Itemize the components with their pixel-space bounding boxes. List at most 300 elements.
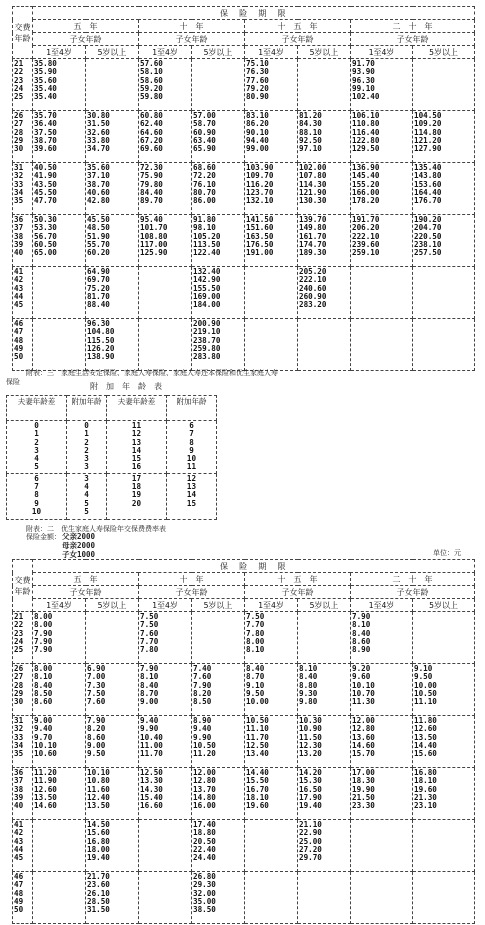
rate-value: 86.20 — [246, 119, 269, 129]
rate-value: 7.90 — [193, 680, 212, 690]
term-header: 五 年 — [33, 20, 139, 33]
sub-header: 5岁以上 — [413, 46, 475, 59]
term-header: 五 年 — [33, 573, 139, 586]
rate-value: 10.10 — [87, 768, 110, 777]
rate-value: 15.30 — [299, 776, 322, 786]
rate-cell — [86, 111, 139, 163]
rate-value: 10.90 — [299, 724, 322, 734]
rate-value: 15.60 — [87, 828, 110, 838]
rate-value: 11.70 — [140, 749, 163, 759]
age-value: 24 — [14, 83, 24, 93]
period-header: 保 险 期 限 — [33, 7, 475, 20]
rate-value: 11.70 — [246, 732, 269, 742]
rate-cell — [245, 163, 298, 215]
age-cell — [13, 319, 33, 371]
rate-cell — [33, 820, 86, 872]
age-value: 38 — [14, 784, 24, 794]
rate-cell — [245, 59, 298, 111]
rate-cell — [298, 716, 351, 768]
rate-value: 13.30 — [140, 776, 163, 786]
rate-cell — [298, 59, 351, 111]
rate-value: 8.60 — [87, 732, 106, 742]
rate-value: 11.30 — [352, 697, 375, 707]
age-value: 21 — [14, 612, 24, 621]
rate-cell — [351, 111, 413, 163]
rate-value: 57.00 — [193, 111, 216, 120]
rate-value: 8.60 — [34, 697, 53, 707]
rate-value: 72.30 — [140, 163, 163, 172]
rate-value: 14.60 — [34, 801, 57, 811]
rate-value: 99.10 — [352, 83, 375, 93]
rate-cell — [86, 215, 139, 267]
age-value: 42 — [14, 275, 24, 285]
rate-value: 9.40 — [34, 724, 53, 734]
rate-value: 8.40 — [246, 664, 265, 673]
rate-value: 102.40 — [352, 92, 380, 102]
rate-value: 8.10 — [246, 645, 265, 655]
rate-value: 68.60 — [193, 163, 216, 172]
rate-value: 101.70 — [140, 223, 168, 233]
rate-value: 10.50 — [193, 740, 216, 750]
rate-value: 45.50 — [87, 215, 110, 224]
rate-value: 18.10 — [246, 792, 269, 802]
age-value: 41 — [14, 267, 24, 276]
rate-value: 10.80 — [87, 776, 110, 786]
rate-cell — [298, 319, 351, 371]
age-diff-cell: 11 12 13 14 15 16 — [107, 421, 167, 474]
rate-value: 206.20 — [352, 223, 380, 233]
premium-table-1 — [12, 6, 475, 371]
rate-value: 90.10 — [246, 127, 269, 137]
rate-value: 35.40 — [34, 83, 57, 93]
rate-value: 126.20 — [87, 343, 115, 353]
rate-value: 32.00 — [193, 888, 216, 898]
rate-cell — [245, 267, 298, 319]
rate-value: 8.40 — [140, 680, 159, 690]
rate-value: 143.80 — [414, 171, 442, 181]
rate-value: 92.50 — [299, 135, 322, 145]
rate-value: 11.20 — [193, 749, 216, 759]
additional-age-header: 附加年龄 — [167, 396, 217, 421]
rate-value: 106.10 — [352, 111, 380, 120]
rate-cell — [351, 664, 413, 716]
rate-value: 8.70 — [246, 672, 265, 682]
rate-cell — [192, 319, 245, 371]
rate-value: 103.90 — [246, 163, 274, 172]
rate-value: 14.60 — [352, 740, 375, 750]
rate-value: 33.80 — [87, 135, 110, 145]
rate-value: 8.00 — [34, 620, 53, 630]
rate-value: 29.70 — [299, 853, 322, 863]
age-value: 36 — [14, 215, 24, 224]
rate-cell — [33, 319, 86, 371]
rate-value: 65.00 — [34, 248, 57, 258]
rate-value: 75.90 — [140, 171, 163, 181]
rate-cell — [298, 163, 351, 215]
rate-value: 127.90 — [414, 144, 442, 154]
rate-value: 94.40 — [246, 135, 269, 145]
insured-amount-child: 子女1000 — [62, 550, 96, 559]
rate-value: 18.80 — [193, 828, 216, 838]
rate-value: 16.50 — [299, 784, 322, 794]
rate-cell — [298, 820, 351, 872]
rate-value: 60.50 — [34, 239, 57, 249]
rate-value: 18.30 — [352, 776, 375, 786]
rate-value: 69.70 — [87, 275, 110, 285]
age-value: 32 — [14, 171, 24, 181]
rate-value: 9.80 — [299, 697, 318, 707]
age-cell — [13, 215, 33, 267]
rate-value: 136.90 — [352, 163, 380, 172]
rate-value: 83.10 — [246, 111, 269, 120]
rate-value: 88.40 — [87, 300, 110, 310]
rate-value: 138.90 — [87, 352, 115, 362]
rate-value: 7.30 — [87, 680, 106, 690]
rate-value: 19.40 — [87, 853, 110, 863]
age-value: 31 — [14, 716, 24, 725]
rate-cell — [413, 215, 475, 267]
age-value: 26 — [14, 664, 24, 673]
rate-cell — [413, 612, 475, 664]
rate-value: 91.80 — [193, 215, 216, 224]
age-group-row — [13, 319, 475, 371]
age-value: 48 — [14, 335, 24, 345]
age-group-row — [13, 612, 475, 664]
child-age-header: 子女年龄 — [351, 586, 475, 599]
rate-value: 8.40 — [34, 680, 53, 690]
rate-value: 26.80 — [193, 872, 216, 881]
age-group-row — [13, 768, 475, 820]
rate-value: 8.90 — [193, 716, 212, 725]
appendix-3-title-cont: 保险 — [6, 379, 20, 386]
rate-cell — [139, 872, 192, 924]
rate-value: 176.50 — [246, 239, 274, 249]
rate-value: 75.10 — [246, 59, 269, 68]
rate-cell — [298, 768, 351, 820]
rate-value: 13.60 — [352, 732, 375, 742]
rate-cell — [413, 768, 475, 820]
age-cell — [13, 768, 33, 820]
rate-value: 35.40 — [34, 92, 57, 102]
rate-value: 17.00 — [352, 768, 375, 777]
rate-value: 149.80 — [299, 223, 327, 233]
rate-cell — [139, 664, 192, 716]
rate-value: 10.40 — [140, 732, 163, 742]
age-group-row — [13, 664, 475, 716]
corner-label: 交费年龄 — [13, 560, 33, 612]
rate-value: 189.30 — [299, 248, 327, 258]
additional-age-cell: 3 4 4 5 5 — [67, 473, 107, 519]
rate-value: 10.00 — [246, 697, 269, 707]
rate-value: 64.90 — [87, 267, 110, 276]
rate-value: 13.70 — [193, 784, 216, 794]
rate-cell — [192, 664, 245, 716]
rate-value: 142.90 — [193, 275, 221, 285]
rate-value: 14.40 — [414, 740, 437, 750]
rate-value: 8.90 — [352, 645, 371, 655]
rate-cell — [33, 768, 86, 820]
rate-value: 47.70 — [34, 196, 57, 206]
rate-value: 176.70 — [414, 196, 442, 206]
rate-value: 11.10 — [246, 724, 269, 734]
rate-value: 259.80 — [193, 343, 221, 353]
rate-cell — [192, 768, 245, 820]
rate-value: 12.60 — [34, 784, 57, 794]
rate-cell — [245, 716, 298, 768]
age-value: 47 — [14, 880, 24, 890]
rate-cell — [33, 716, 86, 768]
rate-value: 7.90 — [140, 664, 159, 673]
rate-value: 222.10 — [299, 275, 327, 285]
rate-value: 259.10 — [352, 248, 380, 258]
rate-value: 8.50 — [193, 697, 212, 707]
rate-cell — [86, 319, 139, 371]
rate-value: 38.70 — [87, 179, 110, 189]
age-cell — [13, 820, 33, 872]
rate-value: 56.70 — [34, 231, 57, 241]
age-cell — [13, 59, 33, 111]
rate-value: 14.20 — [299, 768, 322, 777]
rate-cell — [192, 163, 245, 215]
age-diff-cell: 6 7 8 9 10 — [7, 473, 67, 519]
rate-value: 113.50 — [193, 239, 221, 249]
rate-value: 76.30 — [246, 67, 269, 77]
rate-value: 11.10 — [414, 697, 437, 707]
term-header: 二 十 年 — [351, 573, 475, 586]
premium-table-2 — [12, 559, 475, 924]
age-value: 30 — [14, 697, 24, 707]
rate-value: 14.80 — [193, 792, 216, 802]
rate-value: 10.10 — [34, 740, 57, 750]
rate-value: 151.60 — [246, 223, 274, 233]
rate-value: 58.60 — [140, 75, 163, 85]
rate-value: 37.50 — [34, 127, 57, 137]
rate-value: 25.00 — [299, 836, 322, 846]
rate-value: 7.50 — [140, 612, 159, 621]
term-header: 二 十 年 — [351, 20, 475, 33]
rate-value: 7.50 — [140, 620, 159, 630]
rate-value: 14.50 — [87, 820, 110, 829]
rate-cell — [33, 267, 86, 319]
rate-cell — [86, 768, 139, 820]
rate-value: 16.80 — [87, 836, 110, 846]
age-diff-cell: 0 1 2 3 4 5 — [7, 421, 67, 474]
rate-value: 11.60 — [87, 784, 110, 794]
rate-value: 91.70 — [352, 59, 375, 68]
rate-value: 219.10 — [193, 327, 221, 337]
age-value: 36 — [14, 768, 24, 777]
rate-cell — [245, 612, 298, 664]
term-header: 十 年 — [139, 20, 245, 33]
rate-value: 145.40 — [352, 171, 380, 181]
rate-value: 12.00 — [352, 716, 375, 725]
rate-cell — [298, 215, 351, 267]
rate-value: 35.00 — [193, 896, 216, 906]
rate-cell — [413, 267, 475, 319]
rate-value: 81.70 — [87, 291, 110, 301]
sub-header: 1至4岁 — [33, 599, 86, 612]
rate-value: 17.40 — [193, 820, 216, 829]
age-value: 25 — [14, 92, 24, 102]
rate-value: 239.60 — [352, 239, 380, 249]
rate-value: 8.80 — [299, 680, 318, 690]
rate-value: 59.20 — [140, 83, 163, 93]
rate-value: 122.40 — [193, 248, 221, 258]
age-cell — [13, 267, 33, 319]
rate-value: 13.50 — [414, 732, 437, 742]
rate-value: 23.60 — [87, 880, 110, 890]
rate-cell — [351, 215, 413, 267]
age-value: 27 — [14, 672, 24, 682]
rate-value: 16.80 — [414, 768, 437, 777]
rate-value: 98.10 — [193, 223, 216, 233]
rate-value: 77.60 — [246, 75, 269, 85]
rate-value: 96.30 — [352, 75, 375, 85]
rate-value: 116.20 — [246, 179, 274, 189]
rate-value: 13.20 — [299, 749, 322, 759]
rate-value: 260.90 — [299, 291, 327, 301]
rate-value: 8.40 — [299, 672, 318, 682]
rate-value: 58.70 — [193, 119, 216, 129]
rate-value: 105.20 — [193, 231, 221, 241]
age-group-row — [13, 163, 475, 215]
rate-value: 184.00 — [193, 300, 221, 310]
age-value: 44 — [14, 291, 24, 301]
age-cell — [13, 872, 33, 924]
rate-value: 15.40 — [140, 792, 163, 802]
rate-value: 42.80 — [87, 196, 110, 206]
rate-value: 129.50 — [352, 144, 380, 154]
sub-header: 1至4岁 — [351, 599, 413, 612]
rate-value: 238.10 — [414, 239, 442, 249]
rate-cell — [33, 59, 86, 111]
rate-cell — [298, 872, 351, 924]
age-value: 25 — [14, 645, 24, 655]
sub-header: 5岁以上 — [192, 46, 245, 59]
age-group-row — [13, 111, 475, 163]
age-value: 40 — [14, 248, 24, 258]
rate-cell — [245, 872, 298, 924]
rate-value: 204.70 — [414, 223, 442, 233]
rate-value: 107.80 — [299, 171, 327, 181]
age-value: 24 — [14, 636, 24, 646]
rate-value: 67.20 — [140, 135, 163, 145]
rate-value: 75.20 — [87, 283, 110, 293]
child-age-header: 子女年龄 — [245, 33, 351, 46]
rate-cell — [351, 319, 413, 371]
rate-value: 12.80 — [193, 776, 216, 786]
rate-cell — [33, 111, 86, 163]
term-header: 十 年 — [139, 573, 245, 586]
rate-value: 141.50 — [246, 215, 274, 224]
rate-value: 139.70 — [299, 215, 327, 224]
rate-value: 88.10 — [299, 127, 322, 137]
rate-cell — [351, 59, 413, 111]
rate-value: 153.60 — [414, 179, 442, 189]
age-value: 50 — [14, 352, 24, 362]
rate-value: 200.90 — [193, 319, 221, 328]
rate-value: 63.40 — [193, 135, 216, 145]
rate-value: 21.10 — [299, 820, 322, 829]
age-value: 46 — [14, 872, 24, 881]
rate-value: 238.70 — [193, 335, 221, 345]
rate-value: 10.50 — [414, 688, 437, 698]
rate-value: 97.10 — [299, 144, 322, 154]
rate-value: 8.10 — [34, 672, 53, 682]
rate-value: 38.70 — [34, 135, 57, 145]
rate-value: 84.40 — [140, 187, 163, 197]
rate-value: 32.60 — [87, 127, 110, 137]
sub-header: 5岁以上 — [298, 46, 351, 59]
rate-value: 11.90 — [34, 776, 57, 786]
rate-cell — [86, 716, 139, 768]
age-value: 46 — [14, 319, 24, 328]
rate-value: 7.80 — [246, 628, 265, 638]
age-value: 49 — [14, 343, 24, 353]
age-value: 26 — [14, 111, 24, 120]
rate-value: 84.30 — [299, 119, 322, 129]
rate-value: 10.30 — [299, 716, 322, 725]
rate-cell — [33, 664, 86, 716]
rate-cell — [192, 716, 245, 768]
rate-value: 7.00 — [87, 672, 106, 682]
sub-header: 5岁以上 — [86, 599, 139, 612]
rate-cell — [33, 163, 86, 215]
rate-value: 7.90 — [87, 716, 106, 725]
rate-value: 53.30 — [34, 223, 57, 233]
rate-value: 48.50 — [87, 223, 110, 233]
rate-value: 7.90 — [352, 612, 371, 621]
rate-cell — [192, 59, 245, 111]
rate-value: 9.60 — [352, 672, 371, 682]
rate-value: 8.00 — [246, 636, 265, 646]
rate-cell — [413, 716, 475, 768]
term-header: 十 五 年 — [245, 20, 351, 33]
sub-header: 5岁以上 — [413, 599, 475, 612]
rate-value: 81.20 — [299, 111, 322, 120]
rate-cell — [298, 664, 351, 716]
rate-value: 15.60 — [414, 749, 437, 759]
rate-value: 164.40 — [414, 187, 442, 197]
rate-cell — [413, 664, 475, 716]
rate-cell — [192, 820, 245, 872]
rate-cell — [139, 612, 192, 664]
rate-value: 9.00 — [87, 740, 106, 750]
rate-cell — [298, 111, 351, 163]
rate-cell — [413, 59, 475, 111]
rate-cell — [86, 59, 139, 111]
rate-value: 9.90 — [140, 724, 159, 734]
additional-age-table — [6, 395, 217, 520]
rate-value: 9.10 — [414, 664, 433, 673]
rate-value: 23.10 — [414, 801, 437, 811]
age-value: 37 — [14, 776, 24, 786]
rate-value: 30.80 — [87, 111, 110, 120]
rate-cell — [139, 111, 192, 163]
rate-value: 19.90 — [352, 784, 375, 794]
rate-value: 115.50 — [87, 335, 115, 345]
rate-value: 18.10 — [414, 776, 437, 786]
rate-cell — [86, 163, 139, 215]
rate-value: 12.80 — [352, 724, 375, 734]
rate-value: 222.10 — [352, 231, 380, 241]
rate-value: 10.70 — [352, 688, 375, 698]
rate-value: 31.50 — [87, 905, 110, 915]
age-value: 45 — [14, 853, 24, 863]
rate-value: 257.50 — [414, 248, 442, 258]
rate-cell — [139, 716, 192, 768]
rate-cell — [33, 215, 86, 267]
